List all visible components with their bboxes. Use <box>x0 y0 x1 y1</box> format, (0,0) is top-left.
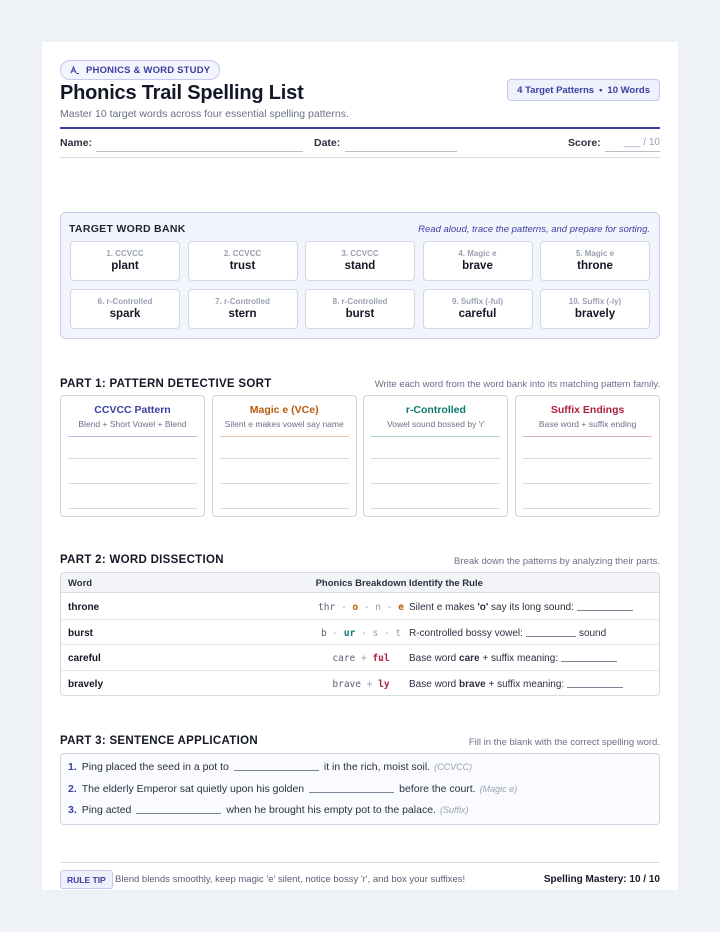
breakdown-sep: + <box>355 653 373 664</box>
rule-cell <box>409 602 636 613</box>
sentence-number: 1. <box>68 761 77 773</box>
sentence-before: Ping acted <box>81 804 132 816</box>
pattern-description: Vowel sound bossed by 'r' <box>387 419 485 429</box>
word-card <box>188 289 298 329</box>
table-header <box>61 573 659 593</box>
col-breakdown: Phonics Breakdown <box>315 578 407 589</box>
sentence-box <box>60 753 660 825</box>
write-line[interactable] <box>523 458 652 459</box>
word-text: throne <box>577 260 613 272</box>
sentence <box>68 783 517 799</box>
sentence <box>68 804 468 820</box>
pattern-description: Base word + suffix ending <box>538 419 637 429</box>
breakdown-sep: - <box>326 627 344 639</box>
pattern-name: Magic e (VCe) <box>249 404 319 416</box>
breakdown-part: brave <box>332 678 361 690</box>
word-text: careful <box>458 307 497 320</box>
word-pattern-label: 2. CCVCC <box>223 249 262 258</box>
sentence-after: before the court. <box>399 782 476 795</box>
breakdown-sep: - s - t <box>355 627 402 639</box>
table-row <box>61 645 659 671</box>
badge-words: 10 Words <box>607 84 650 96</box>
subject-chip-label: PHONICS & WORD STUDY <box>86 64 211 76</box>
dissect-word: burst <box>68 627 93 639</box>
rule-tip-text: Blend blends smoothly, keep magic 'e' silent, notice bossy 'r', and box your suffixes! <box>115 874 466 885</box>
pattern-name: Suffix Endings <box>550 404 625 416</box>
sentence-after: when he brought his empty pot to the palace. <box>226 804 436 816</box>
rule-cell <box>409 679 626 690</box>
sentence-before: The elderly Emperor sat quietly upon his golden <box>81 782 305 795</box>
sentence-after: it in the rich, moist soil. <box>323 761 431 773</box>
word-text: plant <box>111 260 139 272</box>
table-row <box>61 671 659 697</box>
score-label: Score: <box>568 137 601 149</box>
word-text: trust <box>229 260 256 272</box>
word-bank-title: TARGET WORD BANK <box>69 223 186 235</box>
pattern-sort-box <box>60 395 205 517</box>
write-line[interactable] <box>523 483 652 484</box>
pattern-name: CCVCC Pattern <box>94 404 171 416</box>
date-label: Date: <box>314 137 341 149</box>
breakdown-part: b <box>320 627 327 639</box>
sentence-hint: (Magic e) <box>479 783 518 794</box>
word-card <box>423 241 533 281</box>
page-title: Phonics Trail Spelling List <box>60 82 304 104</box>
rule-text: R-controlled bossy vowel: <box>409 627 523 639</box>
write-line[interactable] <box>220 483 349 484</box>
col-word: Word <box>68 578 93 589</box>
text-abc-icon <box>70 65 80 75</box>
answer-blank[interactable] <box>526 636 576 637</box>
sentence <box>68 761 472 777</box>
word-text: stand <box>344 260 376 272</box>
rule-key: brave <box>459 678 486 690</box>
word-text: spark <box>109 307 141 320</box>
sentence-hint: (Suffix) <box>439 805 469 815</box>
name-label: Name: <box>60 137 93 149</box>
sentence-number: 2. <box>68 782 77 795</box>
col-rule: Identify the Rule <box>409 578 483 589</box>
word-pattern-label: 3. CCVCC <box>341 249 379 258</box>
page-subtitle: Master 10 target words across four essential spelling patterns. <box>60 108 349 120</box>
word-card <box>70 241 180 281</box>
write-line[interactable] <box>68 508 197 509</box>
sentence-before: Ping placed the seed in a pot to <box>81 761 229 773</box>
spelling-mastery: Spelling Mastery: 10 / 10 <box>543 874 660 885</box>
header-divider <box>60 127 660 129</box>
breakdown-sep: - n - <box>358 602 399 613</box>
word-bank-note: Read aloud, trace the patterns, and prepare for sorting. <box>418 224 650 235</box>
summary-badge <box>507 79 660 101</box>
part1-title: PART 1: PATTERN DETECTIVE SORT <box>60 378 272 390</box>
write-line[interactable] <box>68 483 197 484</box>
table-row <box>61 594 659 620</box>
answer-blank[interactable] <box>561 661 617 662</box>
rule-cell <box>409 653 620 664</box>
rule-cell <box>409 628 606 639</box>
write-line[interactable] <box>371 483 500 484</box>
sentence-hint: (CCVCC) <box>434 762 473 772</box>
target-word-bank <box>60 212 660 339</box>
rule-text: Base word <box>409 653 460 664</box>
sentence-blank[interactable] <box>309 792 394 793</box>
table-row <box>61 620 659 646</box>
word-card <box>540 289 650 329</box>
rule-tip-badge: RULE TIP <box>60 870 113 889</box>
badge-patterns: 4 Target Patterns <box>517 84 595 96</box>
part3-note: Fill in the blank with the correct spelling word. <box>468 737 660 748</box>
footer-divider <box>60 862 660 863</box>
word-pattern-label: 5. Magic e <box>575 249 615 258</box>
rule-key: care <box>459 653 480 664</box>
rule-text: Silent e makes <box>409 602 478 613</box>
breakdown-pattern: ful <box>372 653 390 664</box>
word-dissection-table <box>60 572 660 696</box>
part1-note: Write each word from the word bank into its matching pattern family. <box>374 379 660 390</box>
pattern-accent-line <box>220 436 349 437</box>
breakdown-sep: + <box>360 678 379 690</box>
word-card <box>70 289 180 329</box>
part2-note: Break down the patterns by analyzing their parts. <box>454 556 660 567</box>
word-pattern-label: 10. Suffix (-ly) <box>568 296 622 306</box>
breakdown-part: thr <box>318 602 336 613</box>
part3-title: PART 3: SENTENCE APPLICATION <box>60 735 258 747</box>
write-line[interactable] <box>523 508 652 509</box>
dissect-word: careful <box>68 653 101 664</box>
rule-text: Base word <box>409 678 460 690</box>
write-line[interactable] <box>68 458 197 459</box>
pattern-accent-line <box>523 436 652 437</box>
word-text: stern <box>228 307 257 320</box>
word-pattern-label: 8. r-Controlled <box>332 296 388 306</box>
write-line[interactable] <box>220 508 349 509</box>
write-line[interactable] <box>371 508 500 509</box>
score-field[interactable] <box>605 151 660 152</box>
write-line[interactable] <box>371 458 500 459</box>
word-card <box>305 289 415 329</box>
answer-blank[interactable] <box>577 610 633 611</box>
word-pattern-label: 9. Suffix (-ful) <box>451 296 504 306</box>
breakdown-pattern: e <box>398 602 404 613</box>
rule-text: sound <box>578 627 607 639</box>
rule-key: 'o' <box>477 602 489 613</box>
rule-text: + suffix meaning: <box>485 678 565 690</box>
pattern-sort-box <box>212 395 357 517</box>
name-field[interactable] <box>96 151 303 152</box>
rule-text: + suffix meaning: <box>479 653 559 664</box>
sentence-number: 3. <box>68 804 77 816</box>
pattern-accent-line <box>371 436 500 437</box>
dissect-word: throne <box>68 602 100 613</box>
sentence-blank[interactable] <box>136 813 221 814</box>
breakdown-part: care <box>332 653 356 664</box>
student-info-row <box>60 137 660 157</box>
pattern-description: Silent e makes vowel say name <box>224 419 344 429</box>
word-card <box>305 241 415 281</box>
word-card <box>423 289 533 329</box>
date-field[interactable] <box>345 151 457 152</box>
word-pattern-label: 1. CCVCC <box>106 249 144 258</box>
breakdown-pattern: ur <box>343 627 356 639</box>
word-pattern-label: 7. r-Controlled <box>215 296 270 306</box>
pattern-sort-box <box>363 395 508 517</box>
word-card <box>188 241 298 281</box>
breakdown-pattern: ly <box>378 678 390 690</box>
pattern-description: Blend + Short Vowel + Blend <box>78 419 187 429</box>
breakdown-sep: - <box>335 602 353 613</box>
pattern-name: r-Controlled <box>405 404 466 416</box>
part2-title: PART 2: WORD DISSECTION <box>60 554 224 566</box>
breakdown-pattern: o <box>352 602 359 613</box>
word-text: bravely <box>574 307 616 320</box>
sentence-blank[interactable] <box>234 770 319 771</box>
word-card <box>540 241 650 281</box>
pattern-sort-box <box>515 395 660 517</box>
score-value: ___ / 10 <box>623 137 660 148</box>
subject-chip <box>60 60 220 80</box>
worksheet-page <box>42 42 678 890</box>
badge-dot: • <box>599 84 603 96</box>
dissect-word: bravely <box>68 678 104 690</box>
info-divider <box>60 157 660 158</box>
rule-text: say its long sound: <box>488 602 574 613</box>
worksheet-content <box>60 60 660 885</box>
pattern-accent-line <box>68 436 197 437</box>
answer-blank[interactable] <box>567 687 623 688</box>
word-pattern-label: 6. r-Controlled <box>97 296 153 306</box>
word-text: brave <box>462 260 493 272</box>
write-line[interactable] <box>220 458 349 459</box>
word-text: burst <box>345 307 375 320</box>
word-pattern-label: 4. Magic e <box>458 249 497 258</box>
